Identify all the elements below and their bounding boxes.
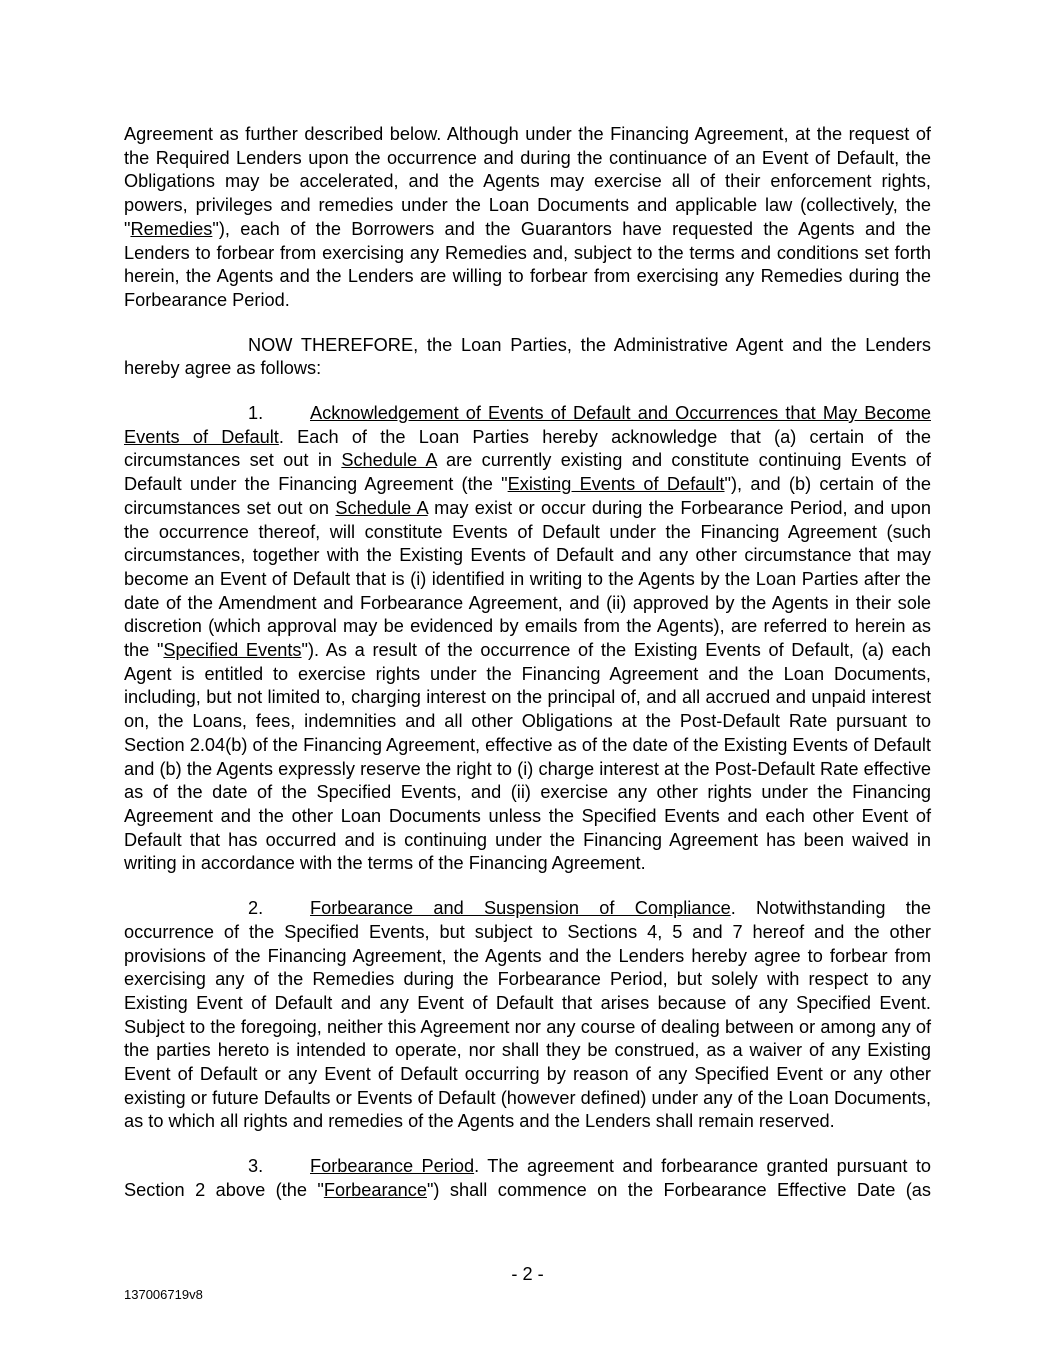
defined-term-existing-events: Existing Events of Default (507, 474, 725, 495)
schedule-reference: Schedule A (335, 497, 428, 518)
section-3: 3. Forbearance Period. The agreement and forbearance granted pursuant to Section 2 above (the "Forbearance") shall commence on the Forbearance Effective Date (as (124, 1156, 931, 1200)
document-page (124, 123, 931, 1224)
page-number: - 2 - (511, 1264, 544, 1284)
defined-term-forbearance: Forbearance (323, 1179, 427, 1200)
section-heading: Forbearance and Suspension of Compliance (310, 898, 731, 919)
schedule-reference: Schedule A (341, 450, 437, 471)
defined-term-remedies: Remedies (130, 218, 213, 239)
intro-paragraph: Agreement as further described below. Although under the Financing Agreement, at the request of the Required Lenders upon the occurrence and during the continuance of an Event of Default, the Obligations may be accelerated, and the Agents may exercise all of their enforcement rights, powers, privileges and remedies under the Loan Documents and applicable law (collectively, the "Remedies"), each of the Borrowers and the Guarantors have requested the Agents and the Lenders to forbear from exercising any Remedies and, subject to the terms and conditions set forth herein, the Agents and the Lenders are willing to forbear from exercising any Remedies during the Forbearance Period. (124, 124, 931, 310)
section-heading: Acknowledgement of Events of Default and Occurrences that May Become Events of Default (124, 403, 931, 447)
section-number: 2. (248, 898, 264, 919)
section-1: 1. Acknowledgement of Events of Default and Occurrences that May Become Events of Default. Each of the Loan Parties hereby acknowledge that (a) certain of the circumstances set out in Schedule A are currently existing and constitute continuing Events of Default under the Financing Agreement (the "Existing Events of Default"), and (b) certain of the circumstances set out on Schedule A may exist or occur during the Forbearance Period, and upon the occurrence thereof, will constitute Events of Default under the Financing Agreement (such circumstances, together with the Existing Events of Default and any other circumstance that may become an Event of Default that is (i) identified in writing to the Agents by the Loan Parties after the date of the Amendment and Forbearance Agreement, and (ii) approved by the Agents in their sole discretion (which approval may be evidenced by emails from the Agents), are referred to herein as the "Specified Events"). As a result of the occurrence of the Existing Events of Default, (a) each Agent is entitled to exercise rights under the Financing Agreement and the Loan Documents, including, but not limited to, charging interest on the principal of, and all accrued and unpaid interest on, the Loans, fees, indemnities and all other Obligations at the Post-Default Rate pursuant to Section 2.04(b) of the Financing Agreement, effective as of the date of the Existing Events of Default and (b) the Agents expressly reserve the right to (i) charge interest at the Post-Default Rate effective as of the date of the Specified Events, and (ii) exercise any other rights under the Financing Agreement and the other Loan Documents unless the Specified Events and each other Event of Default that has occurred and is continuing under the Financing Agreement has been waived in writing in accordance with the terms of the Financing Agreement. (124, 403, 932, 874)
section-number: 3. (248, 1156, 264, 1177)
defined-term-specified-events: Specified Events (163, 640, 302, 661)
now-therefore-paragraph: NOW THEREFORE, the Loan Parties, the Administrative Agent and the Lenders hereby agree as follows: (124, 334, 931, 379)
section-heading: Forbearance Period (310, 1156, 475, 1177)
section-2: 2. Forbearance and Suspension of Compliance. Notwithstanding the occurrence of the Specified Events, but subject to Sections 4, 5 and 7 hereof and the other provisions of the Financing Agreement, the Agents and the Lenders hereby agree to forbear from exercising any of the Remedies during the Forbearance Period, but solely with respect to any Existing Event of Default and any Event of Default that arises because of any Specified Event. Subject to the foregoing, neither this Agreement nor any course of dealing between or among any of the parties hereto is intended to operate, nor shall they be construed, as a waiver of any Existing Event of Default or any Event of Default occurring by reason of any Specified Event or any other existing or future Defaults or Events of Default (however defined) under any of the Loan Documents, as to which all rights and remedies of the Agents and the Lenders shall remain reserved. (124, 898, 931, 1132)
section-number: 1. (248, 403, 264, 424)
document-id: 137006719v8 (124, 1287, 203, 1302)
